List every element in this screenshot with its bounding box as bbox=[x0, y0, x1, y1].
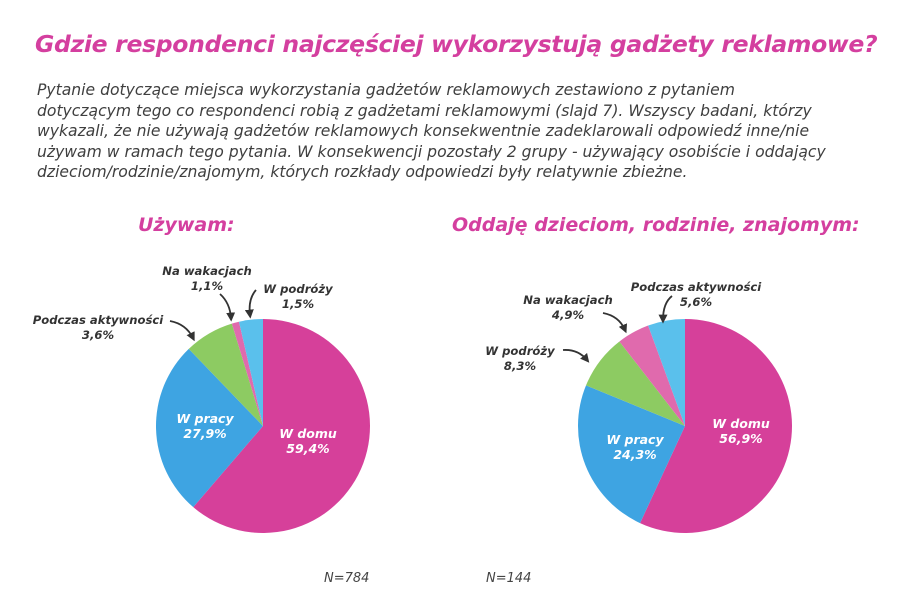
page-title: Gdzie respondenci najczęściej wykorzystują gadżety reklamowe? bbox=[35, 30, 878, 58]
intro-line: Pytanie dotyczące miejsca wykorzystania gadżetów reklamowych zestawiono z pytaniem bbox=[37, 81, 735, 99]
slice-label-w-domu-left bbox=[279, 426, 337, 456]
callout-value: 4,9% bbox=[551, 308, 585, 322]
right-chart-title: Oddaję dzieciom, rodzinie, znajomym: bbox=[452, 214, 860, 236]
sample-size-left: N=784 bbox=[324, 571, 370, 586]
callout-value: 8,3% bbox=[503, 359, 537, 373]
callout-label: W podróży bbox=[263, 282, 333, 296]
intro-line: używam w ramach tego pytania. W konsekwencji pozostały 2 grupy - używający osobiście i oddający bbox=[37, 142, 826, 161]
sample-size-right: N=144 bbox=[486, 571, 532, 586]
slice-value: 27,9% bbox=[183, 426, 227, 441]
callout-podczas-aktywnosci-left bbox=[33, 313, 163, 343]
callout-w-podrozy-left bbox=[263, 282, 332, 312]
callout-w-podrozy-right bbox=[485, 344, 554, 374]
left-chart-title: Używam: bbox=[138, 214, 235, 236]
callout-label: Podczas aktywności bbox=[32, 313, 164, 327]
slice-value: 56,9% bbox=[719, 431, 763, 446]
callout-label: Na wakacjach bbox=[162, 264, 252, 278]
intro-line: dotyczącym tego co respondenci robią z gadżetami reklamowymi (slajd 7). Wszyscy badani, którzy bbox=[37, 101, 812, 120]
slice-label-w-pracy-left bbox=[176, 411, 233, 441]
callout-value: 1,1% bbox=[190, 279, 224, 293]
arrow-icon bbox=[170, 321, 193, 338]
slice-label: W domu bbox=[279, 426, 337, 441]
callout-na-wakacjach-right bbox=[523, 293, 612, 323]
arrow-icon bbox=[563, 350, 587, 360]
callout-value: 3,6% bbox=[81, 328, 115, 342]
intro-line: wykazali, że nie używają gadżetów reklamowych konsekwentnie zadeklarowali odpowiedź inne/nie bbox=[37, 122, 810, 141]
callout-podczas-aktywnosci-right bbox=[631, 280, 761, 310]
slice-label: W pracy bbox=[606, 432, 664, 447]
callout-value: 5,6% bbox=[679, 295, 713, 309]
slice-value: 59,4% bbox=[286, 441, 330, 456]
callout-label: Na wakacjach bbox=[523, 293, 613, 307]
callout-label: W podróży bbox=[485, 344, 555, 358]
slice-value: 24,3% bbox=[613, 447, 657, 462]
slice-label-w-domu-right bbox=[712, 416, 770, 446]
callout-na-wakacjach-left bbox=[162, 264, 251, 294]
intro-line: dzieciom/rodzinie/znajomym, których rozkłady odpowiedzi były relatywnie zbieżne. bbox=[37, 163, 688, 182]
callout-value: 1,5% bbox=[281, 297, 315, 311]
slice-label-w-pracy-right bbox=[606, 432, 663, 462]
slice-label: W pracy bbox=[176, 411, 234, 426]
slice-label: W domu bbox=[712, 416, 770, 431]
callout-label: Podczas aktywności bbox=[630, 280, 762, 294]
arrow-icon bbox=[220, 294, 231, 318]
